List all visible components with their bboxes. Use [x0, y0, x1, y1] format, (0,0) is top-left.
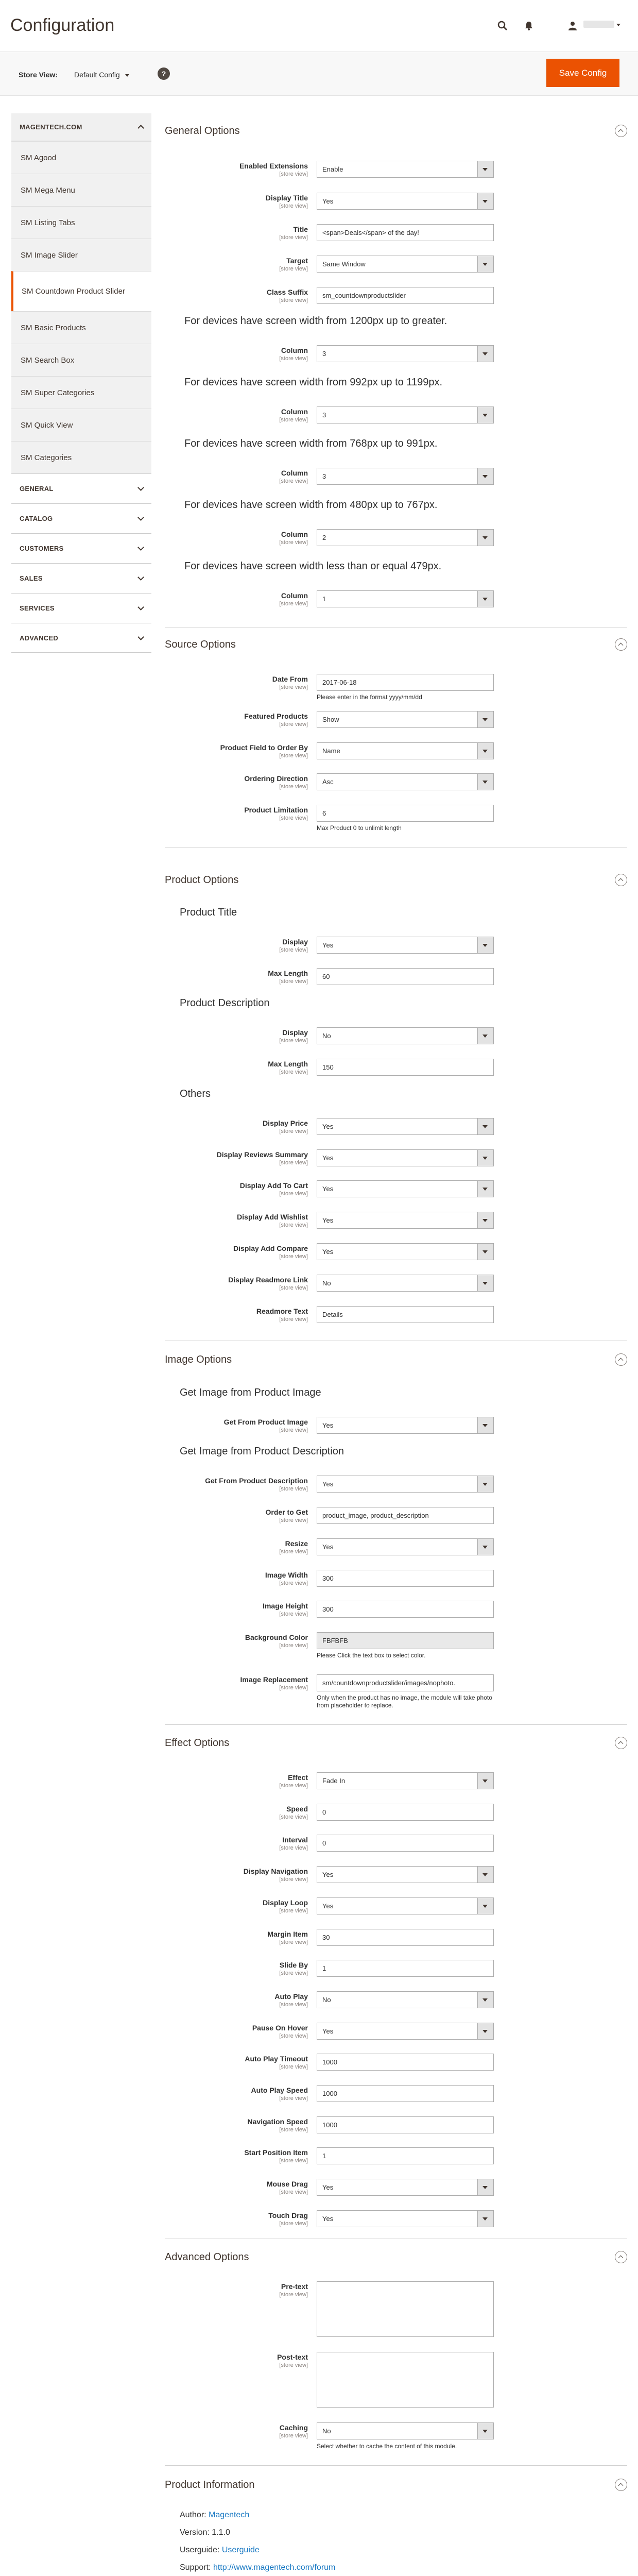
ordering-direction-select[interactable]: Asc: [317, 773, 494, 790]
display-reviews-select[interactable]: Yes: [317, 1149, 494, 1166]
effect-select[interactable]: Yes: [317, 2023, 494, 2040]
user-name[interactable]: [583, 21, 614, 28]
title-max-length-input[interactable]: 60: [317, 968, 494, 985]
get-from-description-row: Get From Product Description [store view] Yes: [165, 1476, 627, 1493]
image-height-input[interactable]: 300: [317, 1601, 494, 1618]
collapse-icon[interactable]: [615, 1353, 627, 1366]
image-replacement-input[interactable]: sm/countdownproductslider/images/nophoto.: [317, 1674, 494, 1691]
image-replacement-row: Image Replacement [store view] sm/countdownproductslider/images/nophoto.: [165, 1674, 627, 1692]
userguide-link[interactable]: Userguide: [221, 2546, 260, 2554]
effect-input[interactable]: 1000: [317, 2054, 494, 2071]
user-menu-chevron-icon[interactable]: [616, 24, 620, 26]
enabled-extensions-select[interactable]: Enable: [317, 161, 494, 178]
get-from-image-row: Get From Product Image [store view] Yes: [165, 1417, 627, 1434]
sidebar-item[interactable]: SM Mega Menu: [11, 174, 151, 206]
desc-display-select[interactable]: No: [317, 1027, 494, 1044]
image-options-header[interactable]: Image Options: [165, 1349, 627, 1370]
display-title-row: Display Title [store view] Yes: [165, 193, 627, 210]
date-format-hint: Please enter in the format yyyy/mm/dd: [317, 693, 422, 701]
title-input[interactable]: <span>Deals</span> of the day!: [317, 224, 494, 241]
effect-row: Mouse Drag [store view] Yes: [165, 2179, 627, 2196]
title-display-row: Display [store view] Yes: [165, 937, 627, 954]
sidebar-item[interactable]: SM Basic Products: [11, 311, 151, 344]
image-width-row: Image Width [store view] 300: [165, 1570, 627, 1587]
title-row: Title [store view] <span>Deals</span> of the day!: [165, 224, 627, 242]
sidebar-item[interactable]: SM Categories: [11, 441, 151, 473]
display-compare-select[interactable]: Yes: [317, 1243, 494, 1260]
effect-select[interactable]: No: [317, 1991, 494, 2008]
devices-heading: For devices have screen width less than or equal 479px.: [184, 561, 442, 572]
chevron-down-icon: [137, 574, 144, 581]
product-information-header[interactable]: Product Information: [165, 2475, 627, 2495]
get-from-description-select[interactable]: Yes: [317, 1476, 494, 1493]
collapse-icon[interactable]: [615, 2479, 627, 2491]
sidebar-item[interactable]: SM Listing Tabs: [11, 206, 151, 239]
target-select[interactable]: Same Window: [317, 256, 494, 273]
image-from-product-heading: Get Image from Product Image: [180, 1387, 321, 1398]
display-wishlist-select[interactable]: Yes: [317, 1212, 494, 1229]
sidebar-section-advanced[interactable]: ADVANCED: [11, 623, 151, 653]
display-add-to-cart-row: Display Add To Cart [store view] Yes: [165, 1180, 627, 1198]
pretext-row: Pre-text [store view]: [165, 2281, 627, 2338]
image-width-input[interactable]: 300: [317, 1570, 494, 1587]
effect-input[interactable]: 0: [317, 1835, 494, 1852]
section-divider: [165, 2465, 627, 2466]
column-row: Column [store view] 1: [165, 590, 627, 608]
effect-input[interactable]: 1000: [317, 2085, 494, 2102]
sidebar-item[interactable]: SM Search Box: [11, 344, 151, 376]
resize-select[interactable]: Yes: [317, 1538, 494, 1555]
store-view-label: Store View:: [19, 71, 58, 79]
effect-row: Pause On Hover [store view] Yes: [165, 2023, 627, 2040]
sidebar-items: [11, 141, 151, 473]
effect-row: Display Loop [store view] Yes: [165, 1897, 627, 1915]
effect-row: Touch Drag [store view] Yes: [165, 2210, 627, 2228]
date-from-input[interactable]: 2017-06-18: [317, 674, 494, 691]
caching-hint: Select whether to cache the content of this module.: [317, 2443, 457, 2450]
store-view-bar: [0, 52, 638, 96]
section-divider: [165, 1724, 627, 1725]
product-limitation-input[interactable]: 6: [317, 805, 494, 822]
column-select[interactable]: 3: [317, 406, 494, 423]
display-price-row: Display Price [store view] Yes: [165, 1118, 627, 1136]
column-row: Column [store view] 2: [165, 529, 627, 547]
devices-heading: For devices have screen width from 992px up to 1199px.: [184, 377, 443, 388]
product-options-header[interactable]: Product Options: [165, 870, 627, 890]
product-title-heading: Product Title: [180, 907, 237, 918]
caching-select[interactable]: No: [317, 2422, 494, 2439]
sidebar-item[interactable]: SM Agood: [11, 141, 151, 174]
ordering-direction-row: Ordering Direction [store view] Asc: [165, 773, 627, 791]
advanced-options-header[interactable]: Advanced Options: [165, 2247, 627, 2267]
effect-input[interactable]: 1: [317, 1960, 494, 1977]
readmore-text-input[interactable]: Details: [317, 1306, 494, 1323]
column-row: Column [store view] 3: [165, 406, 627, 424]
collapse-icon[interactable]: [615, 2251, 627, 2263]
effect-input[interactable]: 30: [317, 1929, 494, 1946]
display-price-select[interactable]: Yes: [317, 1118, 494, 1135]
sidebar-item[interactable]: SM Image Slider: [11, 239, 151, 271]
sidebar-section-catalog[interactable]: CATALOG: [11, 503, 151, 533]
effect-row: Auto Play Timeout [store view] 1000: [165, 2054, 627, 2071]
user-icon[interactable]: [565, 19, 580, 33]
userguide-line: Userguide: Userguide: [180, 2546, 260, 2554]
search-icon[interactable]: [495, 19, 510, 33]
limitation-hint: Max Product 0 to unlimit length: [317, 824, 402, 832]
order-to-get-input[interactable]: product_image, product_description: [317, 1507, 494, 1524]
posttext-row: Post-text [store view]: [165, 2352, 627, 2409]
product-limitation-row: Product Limitation [store view] 6: [165, 805, 627, 822]
sidebar-section-general[interactable]: GENERAL: [11, 473, 151, 503]
chevron-down-icon: [125, 74, 129, 77]
column-select[interactable]: 1: [317, 590, 494, 607]
target-row: Target [store view] Same Window: [165, 256, 627, 273]
date-from-row: Date From [store view] 2017-06-18: [165, 674, 627, 691]
title-max-length-row: Max Length [store view] 60: [165, 968, 627, 986]
product-description-heading: Product Description: [180, 997, 270, 1009]
store-view-switcher[interactable]: Default Config: [74, 71, 129, 79]
page-title: Configuration: [10, 15, 115, 35]
chevron-down-icon: [137, 604, 144, 611]
devices-heading: For devices have screen width from 480px up to 767px.: [184, 499, 438, 511]
effect-input[interactable]: 1000: [317, 2116, 494, 2133]
general-options-header[interactable]: General Options: [165, 121, 627, 141]
support-line: Support: http://www.magentech.com/forum: [180, 2563, 336, 2572]
chevron-down-icon: [137, 634, 144, 640]
sidebar-section-customers[interactable]: CUSTOMERS: [11, 533, 151, 563]
readmore-text-row: Readmore Text [store view] Details: [165, 1306, 627, 1324]
effect-row: Effect [store view] Fade In: [165, 1772, 627, 1790]
sidebar-group-magentech[interactable]: MAGENTECH.COM: [11, 113, 151, 141]
chevron-up-icon: [137, 125, 144, 131]
column-row: Column [store view] 3: [165, 468, 627, 485]
chevron-down-icon: [137, 544, 144, 551]
help-icon[interactable]: ?: [158, 67, 170, 80]
enabled-extensions-row: Enabled Extensions [store view] Enable: [165, 161, 627, 178]
display-wishlist-row: Display Add Wishlist [store view] Yes: [165, 1212, 627, 1229]
effect-row: Interval [store view] 0: [165, 1835, 627, 1852]
background-color-row: Background Color [store view] FBFBFB: [165, 1632, 627, 1650]
collapse-icon[interactable]: [615, 1737, 627, 1749]
effect-select[interactable]: Yes: [317, 1866, 494, 1883]
sidebar-section-sales[interactable]: SALES: [11, 563, 151, 593]
others-heading: Others: [180, 1088, 211, 1099]
desc-max-length-input[interactable]: 150: [317, 1059, 494, 1076]
devices-heading: For devices have screen width from 1200px up to greater.: [184, 315, 447, 327]
sidebar-item-active[interactable]: SM Countdown Product Slider: [11, 271, 151, 311]
color-hint: Please Click the text box to select color.: [317, 1652, 426, 1659]
sidebar-section-services[interactable]: SERVICES: [11, 593, 151, 623]
display-reviews-row: Display Reviews Summary [store view] Yes: [165, 1149, 627, 1167]
effect-select[interactable]: Yes: [317, 2179, 494, 2196]
effect-input[interactable]: 0: [317, 1804, 494, 1821]
collapse-icon[interactable]: [615, 125, 627, 137]
image-from-description-heading: Get Image from Product Description: [180, 1446, 344, 1457]
effect-row: Navigation Speed [store view] 1000: [165, 2116, 627, 2134]
pretext-textarea[interactable]: [317, 2281, 494, 2337]
get-from-image-select[interactable]: Yes: [317, 1417, 494, 1434]
display-title-select[interactable]: Yes: [317, 193, 494, 210]
version-line: Version: 1.1.0: [180, 2528, 230, 2537]
title-display-select[interactable]: Yes: [317, 937, 494, 954]
effect-row: Margin Item [store view] 30: [165, 1929, 627, 1946]
page-header: [0, 0, 638, 52]
class-suffix-input[interactable]: sm_countdownproductslider: [317, 287, 494, 304]
posttext-textarea[interactable]: [317, 2352, 494, 2408]
display-add-to-cart-select[interactable]: Yes: [317, 1180, 494, 1197]
display-readmore-link-row: Display Readmore Link [store view] No: [165, 1275, 627, 1292]
replacement-hint: Only when the product has no image, the module will take photo from placeholder to replace.: [317, 1694, 492, 1709]
column-select[interactable]: 2: [317, 529, 494, 546]
desc-display-row: Display [store view] No: [165, 1027, 627, 1045]
effect-select[interactable]: Fade In: [317, 1772, 494, 1789]
resize-row: Resize [store view] Yes: [165, 1538, 627, 1556]
featured-products-row: Featured Products [store view] Show: [165, 711, 627, 728]
devices-heading: For devices have screen width from 768px up to 991px.: [184, 438, 438, 449]
effect-row: Start Position Item [store view] 1: [165, 2147, 627, 2165]
column-row: Column [store view] 3: [165, 345, 627, 363]
support-link[interactable]: http://www.magentech.com/forum: [213, 2563, 336, 2572]
bell-icon[interactable]: [522, 19, 536, 33]
effect-row: Slide By [store view] 1: [165, 1960, 627, 1977]
save-config-button[interactable]: Save Config: [546, 59, 619, 87]
display-readmore-link-select[interactable]: No: [317, 1275, 494, 1292]
effect-options-header[interactable]: Effect Options: [165, 1733, 627, 1753]
source-options-header[interactable]: Source Options: [165, 634, 627, 655]
caching-row: Caching [store view] No: [165, 2422, 627, 2440]
class-suffix-row: Class Suffix [store view] sm_countdownproductslider: [165, 287, 627, 304]
order-to-get-row: Order to Get [store view] product_image, product_description: [165, 1507, 627, 1524]
display-compare-row: Display Add Compare [store view] Yes: [165, 1243, 627, 1261]
desc-max-length-row: Max Length [store view] 150: [165, 1059, 627, 1076]
background-color-input[interactable]: FBFBFB: [317, 1632, 494, 1649]
column-select[interactable]: 3: [317, 468, 494, 485]
effect-select[interactable]: Yes: [317, 1897, 494, 1914]
sidebar-item[interactable]: SM Super Categories: [11, 376, 151, 409]
effect-input[interactable]: 1: [317, 2147, 494, 2164]
author-link[interactable]: Magentech: [209, 2511, 250, 2519]
effect-row: Speed [store view] 0: [165, 1804, 627, 1821]
sidebar-item[interactable]: SM Quick View: [11, 409, 151, 441]
collapse-icon[interactable]: [615, 638, 627, 651]
collapse-icon[interactable]: [615, 874, 627, 886]
chevron-down-icon: [137, 484, 144, 491]
order-by-row: Product Field to Order By [store view] Name: [165, 742, 627, 760]
effect-row: Auto Play Speed [store view] 1000: [165, 2085, 627, 2103]
featured-products-select[interactable]: Show: [317, 711, 494, 728]
author-line: Author: Magentech: [180, 2511, 250, 2519]
column-select[interactable]: 3: [317, 345, 494, 362]
effect-row: Display Navigation [store view] Yes: [165, 1866, 627, 1884]
effect-select[interactable]: Yes: [317, 2210, 494, 2227]
chevron-down-icon: [137, 514, 144, 521]
effect-row: Auto Play [store view] No: [165, 1991, 627, 2009]
config-sidebar: [11, 113, 151, 653]
order-by-select[interactable]: Name: [317, 742, 494, 759]
image-height-row: Image Height [store view] 300: [165, 1601, 627, 1618]
